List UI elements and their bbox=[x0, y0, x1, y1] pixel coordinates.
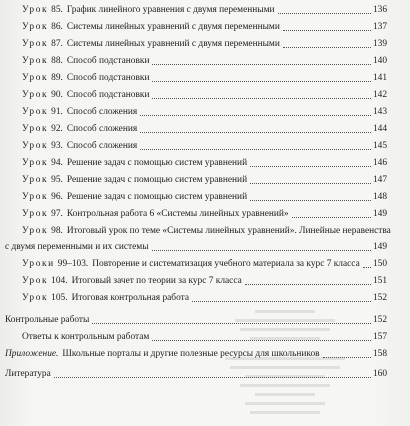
page-number: 136 bbox=[372, 5, 387, 15]
toc-entry-literature[interactable] bbox=[5, 369, 387, 380]
toc-entry-lesson-89[interactable] bbox=[22, 73, 387, 84]
toc-entry-lesson-98-continuation[interactable] bbox=[5, 242, 387, 253]
leader-dots bbox=[192, 301, 371, 302]
leader-dots bbox=[54, 377, 371, 378]
lesson-keyword: Урок bbox=[22, 276, 49, 286]
lesson-number: 93. bbox=[51, 141, 63, 151]
lesson-keyword: Урок bbox=[22, 90, 49, 100]
lesson-keyword: Урок bbox=[22, 39, 49, 49]
lesson-number: 95. bbox=[51, 175, 63, 185]
lesson-title: Способ сложения bbox=[66, 141, 138, 151]
toc-entry-lesson-95[interactable] bbox=[22, 175, 387, 186]
leader-dots bbox=[152, 250, 371, 251]
leader-dots bbox=[250, 166, 371, 167]
page-number: 139 bbox=[372, 39, 387, 49]
toc-entry-lesson-87[interactable] bbox=[22, 39, 387, 50]
leader-dots bbox=[283, 47, 371, 48]
toc-entry-lesson-105[interactable] bbox=[22, 293, 387, 304]
leader-dots bbox=[245, 284, 371, 285]
lesson-keyword: Урок bbox=[22, 175, 49, 185]
lesson-number: 96. bbox=[51, 192, 63, 202]
lesson-title: Способ сложения bbox=[66, 124, 138, 134]
page-number: 160 bbox=[372, 369, 387, 379]
page-number: 144 bbox=[372, 124, 387, 134]
lesson-number: 104. bbox=[51, 276, 68, 286]
page-number: 146 bbox=[372, 158, 387, 168]
toc-entry-control-works[interactable] bbox=[5, 315, 387, 326]
toc-entry-answers[interactable] bbox=[22, 332, 387, 343]
leader-dots bbox=[152, 98, 370, 99]
page-number: 147 bbox=[372, 175, 387, 185]
toc-entry-lesson-97[interactable] bbox=[22, 209, 387, 220]
lesson-number: 86. bbox=[51, 22, 63, 32]
lesson-keyword: Урок bbox=[22, 209, 49, 219]
lesson-keyword: Урок bbox=[22, 5, 49, 15]
toc-entry-lesson-98[interactable] bbox=[22, 226, 390, 237]
leader-dots bbox=[152, 81, 370, 82]
lesson-title: Системы линейных уравнений с двумя переменными bbox=[66, 39, 280, 49]
toc-entry-lesson-96[interactable] bbox=[22, 192, 387, 203]
page-number: 143 bbox=[372, 107, 387, 117]
lesson-keyword: Урок bbox=[22, 107, 49, 117]
lesson-title: Способ подстановки bbox=[66, 73, 150, 83]
lesson-title: Решение задач с помощью систем уравнений bbox=[66, 192, 248, 202]
section-title: Контрольные работы bbox=[5, 315, 90, 325]
page-number: 140 bbox=[372, 56, 387, 66]
lesson-title: Способ подстановки bbox=[66, 56, 150, 66]
leader-dots bbox=[278, 13, 371, 14]
toc-entry-lessons-99-103[interactable] bbox=[22, 259, 387, 270]
lesson-keyword: Урок bbox=[22, 226, 49, 236]
lesson-title: Итоговая контрольная работа bbox=[71, 293, 190, 303]
leader-dots bbox=[323, 357, 371, 358]
section-title: Ответы к контрольным работам bbox=[22, 332, 150, 342]
lesson-keyword: Урок bbox=[22, 124, 49, 134]
lesson-title: Решение задач с помощью систем уравнений bbox=[66, 175, 248, 185]
lesson-title: Итоговый урок по теме «Системы линейных уравнений». Линейные неравенства bbox=[66, 226, 391, 236]
toc-entry-lesson-93[interactable] bbox=[22, 141, 387, 152]
page-number: 150 bbox=[372, 259, 387, 269]
leader-dots bbox=[152, 64, 370, 65]
leader-dots bbox=[250, 183, 371, 184]
lesson-title: График линейного уравнения с двумя переменными bbox=[66, 5, 275, 15]
page-number: 149 bbox=[372, 209, 387, 219]
appendix-label: Приложение. bbox=[5, 349, 59, 359]
toc-entry-lesson-85[interactable] bbox=[22, 5, 387, 16]
leader-dots bbox=[92, 323, 371, 324]
leader-dots bbox=[140, 149, 371, 150]
lesson-keyword: Урок bbox=[22, 56, 49, 66]
leader-dots bbox=[140, 115, 371, 116]
lesson-number: 97. bbox=[51, 209, 63, 219]
lesson-title: Системы линейных уравнений с двумя переменными bbox=[66, 22, 280, 32]
toc-entry-lesson-91[interactable] bbox=[22, 107, 387, 118]
lesson-number: 94. bbox=[51, 158, 63, 168]
page-number: 149 bbox=[372, 242, 387, 252]
lesson-number: 91. bbox=[51, 107, 63, 117]
page-number: 142 bbox=[372, 90, 387, 100]
lesson-keyword: Урок bbox=[22, 192, 49, 202]
toc-entry-appendix[interactable] bbox=[5, 349, 387, 360]
lesson-title: Итоговый зачет по теории за курс 7 класса bbox=[71, 276, 242, 286]
section-title: Литература bbox=[5, 369, 51, 379]
lesson-keyword: Урок bbox=[22, 293, 49, 303]
page-number: 158 bbox=[372, 349, 387, 359]
leader-dots bbox=[152, 340, 371, 341]
leader-dots bbox=[363, 267, 371, 268]
leader-dots bbox=[283, 30, 371, 31]
lesson-keyword: Урок bbox=[22, 158, 49, 168]
lesson-keyword: Урок bbox=[22, 22, 49, 32]
lesson-number: 87. bbox=[51, 39, 63, 49]
toc-entry-lesson-94[interactable] bbox=[22, 158, 387, 169]
lesson-title: Контрольная работа 6 «Системы линейных уравнений» bbox=[66, 209, 289, 219]
lesson-number: 99–103. bbox=[57, 259, 89, 269]
lesson-number: 98. bbox=[51, 226, 63, 236]
page-number: 145 bbox=[372, 141, 387, 151]
page-number: 137 bbox=[372, 22, 387, 32]
lesson-title: Решение задач с помощью систем уравнений bbox=[66, 158, 248, 168]
page-number: 148 bbox=[372, 192, 387, 202]
lesson-keyword: Урок bbox=[22, 73, 49, 83]
page-number: 157 bbox=[372, 332, 387, 342]
section-title: Школьные порталы и другие полезные ресурсы для школьников bbox=[62, 349, 320, 359]
leader-dots bbox=[250, 200, 371, 201]
page-number: 152 bbox=[372, 293, 387, 303]
lesson-title: Повторение и систематизация учебного материала за курс 7 класса bbox=[92, 259, 360, 269]
leader-dots bbox=[292, 217, 371, 218]
leader-dots bbox=[140, 132, 371, 133]
toc-entry-lesson-86[interactable] bbox=[22, 22, 387, 33]
lesson-number: 85. bbox=[51, 5, 63, 15]
lesson-title-continuation: с двумя переменными и их системы bbox=[5, 242, 149, 252]
lesson-number: 105. bbox=[51, 293, 68, 303]
lesson-keyword: Урок bbox=[22, 141, 49, 151]
lesson-number: 88. bbox=[51, 56, 63, 66]
toc-entry-lesson-88[interactable] bbox=[22, 56, 387, 67]
page-number: 141 bbox=[372, 73, 387, 83]
toc-entry-lesson-90[interactable] bbox=[22, 90, 387, 101]
lesson-number: 90. bbox=[51, 90, 63, 100]
lesson-title: Способ сложения bbox=[66, 107, 138, 117]
toc-entry-lesson-104[interactable] bbox=[22, 276, 387, 287]
lesson-title: Способ подстановки bbox=[66, 90, 150, 100]
lesson-number: 92. bbox=[51, 124, 63, 134]
page-number: 151 bbox=[372, 276, 387, 286]
page-number: 152 bbox=[372, 315, 387, 325]
toc-entry-lesson-92[interactable] bbox=[22, 124, 387, 135]
lesson-keyword: Уроки bbox=[22, 259, 55, 269]
lesson-number: 89. bbox=[51, 73, 63, 83]
